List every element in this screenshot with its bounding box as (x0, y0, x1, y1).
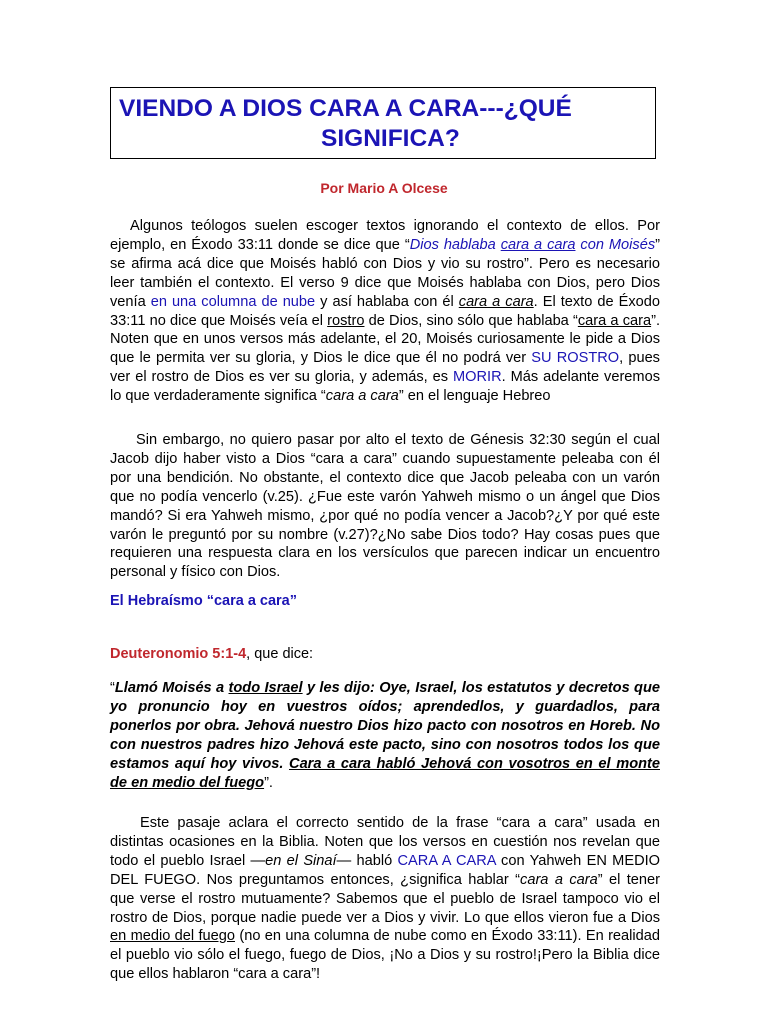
para1-emphasis: cara a cara (458, 293, 534, 310)
para1-text: de Dios, sino sólo que hablaba “ (364, 312, 578, 329)
quote-mark: ”. (264, 774, 273, 791)
para1-text: y así hablaba con él (315, 293, 459, 310)
para1-emphasis: cara a cara (325, 388, 399, 405)
quote-underline: Cara a cara habló Jehová con vosotros en el monte de en medio del fuego (110, 755, 660, 791)
reference-label: Deuteronomio 5:1-4 (110, 646, 247, 662)
page-title-line-2: SIGNIFICA? (321, 125, 460, 152)
para3-underline: en medio del fuego (110, 928, 235, 945)
para1-underline: rostro (327, 312, 365, 329)
para1-text: ” en el lenguaje Hebreo (398, 388, 551, 405)
quote-text: y les dijo: Oye, Israel, los estatutos y decretos que yo pronuncio hoy en vuestros oídos; aprendedlos, y guardadlos, para ponerlos por obra. Jehová nuestro Dios hizo pacto con nosotros en Horeb. No con nuestros padres hizo Jehová este pacto, sino con nosotros todos los que estamos aquí hoy vivos. (110, 680, 660, 772)
scripture-quote (110, 679, 660, 792)
para1-quote-a: Dios hablaba (409, 236, 501, 253)
paragraph-intro (110, 217, 660, 406)
page-title-line-1: VIENDO A DIOS CARA A CARA---¿QUÉ (119, 95, 572, 122)
para3-text: ” el tener que verse el rostro mutuamente? Sabemos que el pueblo de Israel tampoco vio el rostro de Dios, porque nadie puede ver a Dios y vivir. Lo que ellos vieron fue a Dios (110, 871, 660, 926)
para3-text: Este pasaje aclara el correcto sentido de la frase “cara a cara” usada en distintas ocasiones en la Biblia. Noten que los versos en cuestión nos revelan que todo el pueblo Israel — (110, 815, 660, 869)
para1-text: . Más adelante veremos lo que verdaderamente significa “ (110, 369, 660, 405)
para3-text: — habló (336, 852, 398, 869)
para3-text: con Yahweh EN MEDIO DEL FUEGO. Nos preguntamos entonces, ¿significa hablar “ (110, 852, 661, 888)
para1-quote-b: cara a cara (500, 236, 576, 253)
para3-emphasis: cara a cara (520, 871, 598, 888)
paragraph-genesis: Sin embargo, no quiero pasar por alto el texto de Génesis 32:30 según el cual Jacob dijo haber visto a Dios “cara a cara” cuando supuestamente peleaba con él por una bendición. No obstante, el contexto dice que Jacob peleaba con un varón que no podía vencerlo (v.25). ¿Fue este varón Yahweh mismo o un ángel que Dios mandó? Si era Yahweh mismo, ¿por qué no podía vencer a Jacob?¿Y por qué este varón le preguntó por su nombre (v.27)?¿No sabe Dios todo? Hay cosas pues que requieren una respuesta clara en los versículos que parecen indicar un encuentro personal y físico con Dios. (110, 432, 660, 581)
para1-highlight: MORIR (452, 369, 502, 386)
para1-text: ”. Noten que en unos versos más adelante, el 20, Moisés curiosamente le pide a Dios que le permita ver su gloria, y Dios le dice que él no podrá ver (110, 312, 661, 367)
quote-text: Llamó Moisés a (114, 680, 229, 696)
reference-text: , que dice: (246, 646, 314, 662)
para1-underline: cara a cara (577, 312, 652, 329)
author-byline: Por Mario A Olcese (320, 180, 448, 196)
para1-highlight: SU ROSTRO (531, 350, 620, 367)
paragraph-explanation (110, 814, 660, 984)
para1-highlight: en una columna de nube (150, 293, 316, 310)
para1-quote-c: con Moisés (575, 236, 656, 253)
para3-emphasis: en el Sinaí (265, 852, 337, 869)
title-box (110, 87, 656, 159)
para3-text: (no en una columna de nube como en Éxodo 33:11). En realidad el pueblo vio sólo el fuego, fuego de Dios, ¡No a Dios y su rostro!¡Pero la Biblia dice que ellos hablaron “cara a cara”! (110, 928, 661, 983)
para3-highlight: CARA A CARA (397, 852, 496, 869)
quote-underline: todo Israel (228, 680, 303, 696)
para1-text: . El texto de Éxodo 33:11 no dice que Moisés veía el (110, 293, 660, 329)
section-heading: El Hebraísmo “cara a cara” (110, 593, 297, 609)
scripture-reference (110, 646, 313, 662)
quote-mark: “ (110, 680, 115, 696)
para1-text: ” se afirma acá dice que Moisés habló con Dios y vio su rostro”. Pero es necesario leer también el contexto. El verso 9 dice que Moisés hablaba con Dios, pero Dios venía (110, 236, 660, 310)
para1-text: Algunos teólogos suelen escoger textos ignorando el contexto de ellos. Por ejemplo, en Éxodo 33:11 donde se dice que “ (110, 218, 660, 253)
para1-text: , pues ver el rostro de Dios es ver su gloria, y además, es (110, 350, 660, 386)
